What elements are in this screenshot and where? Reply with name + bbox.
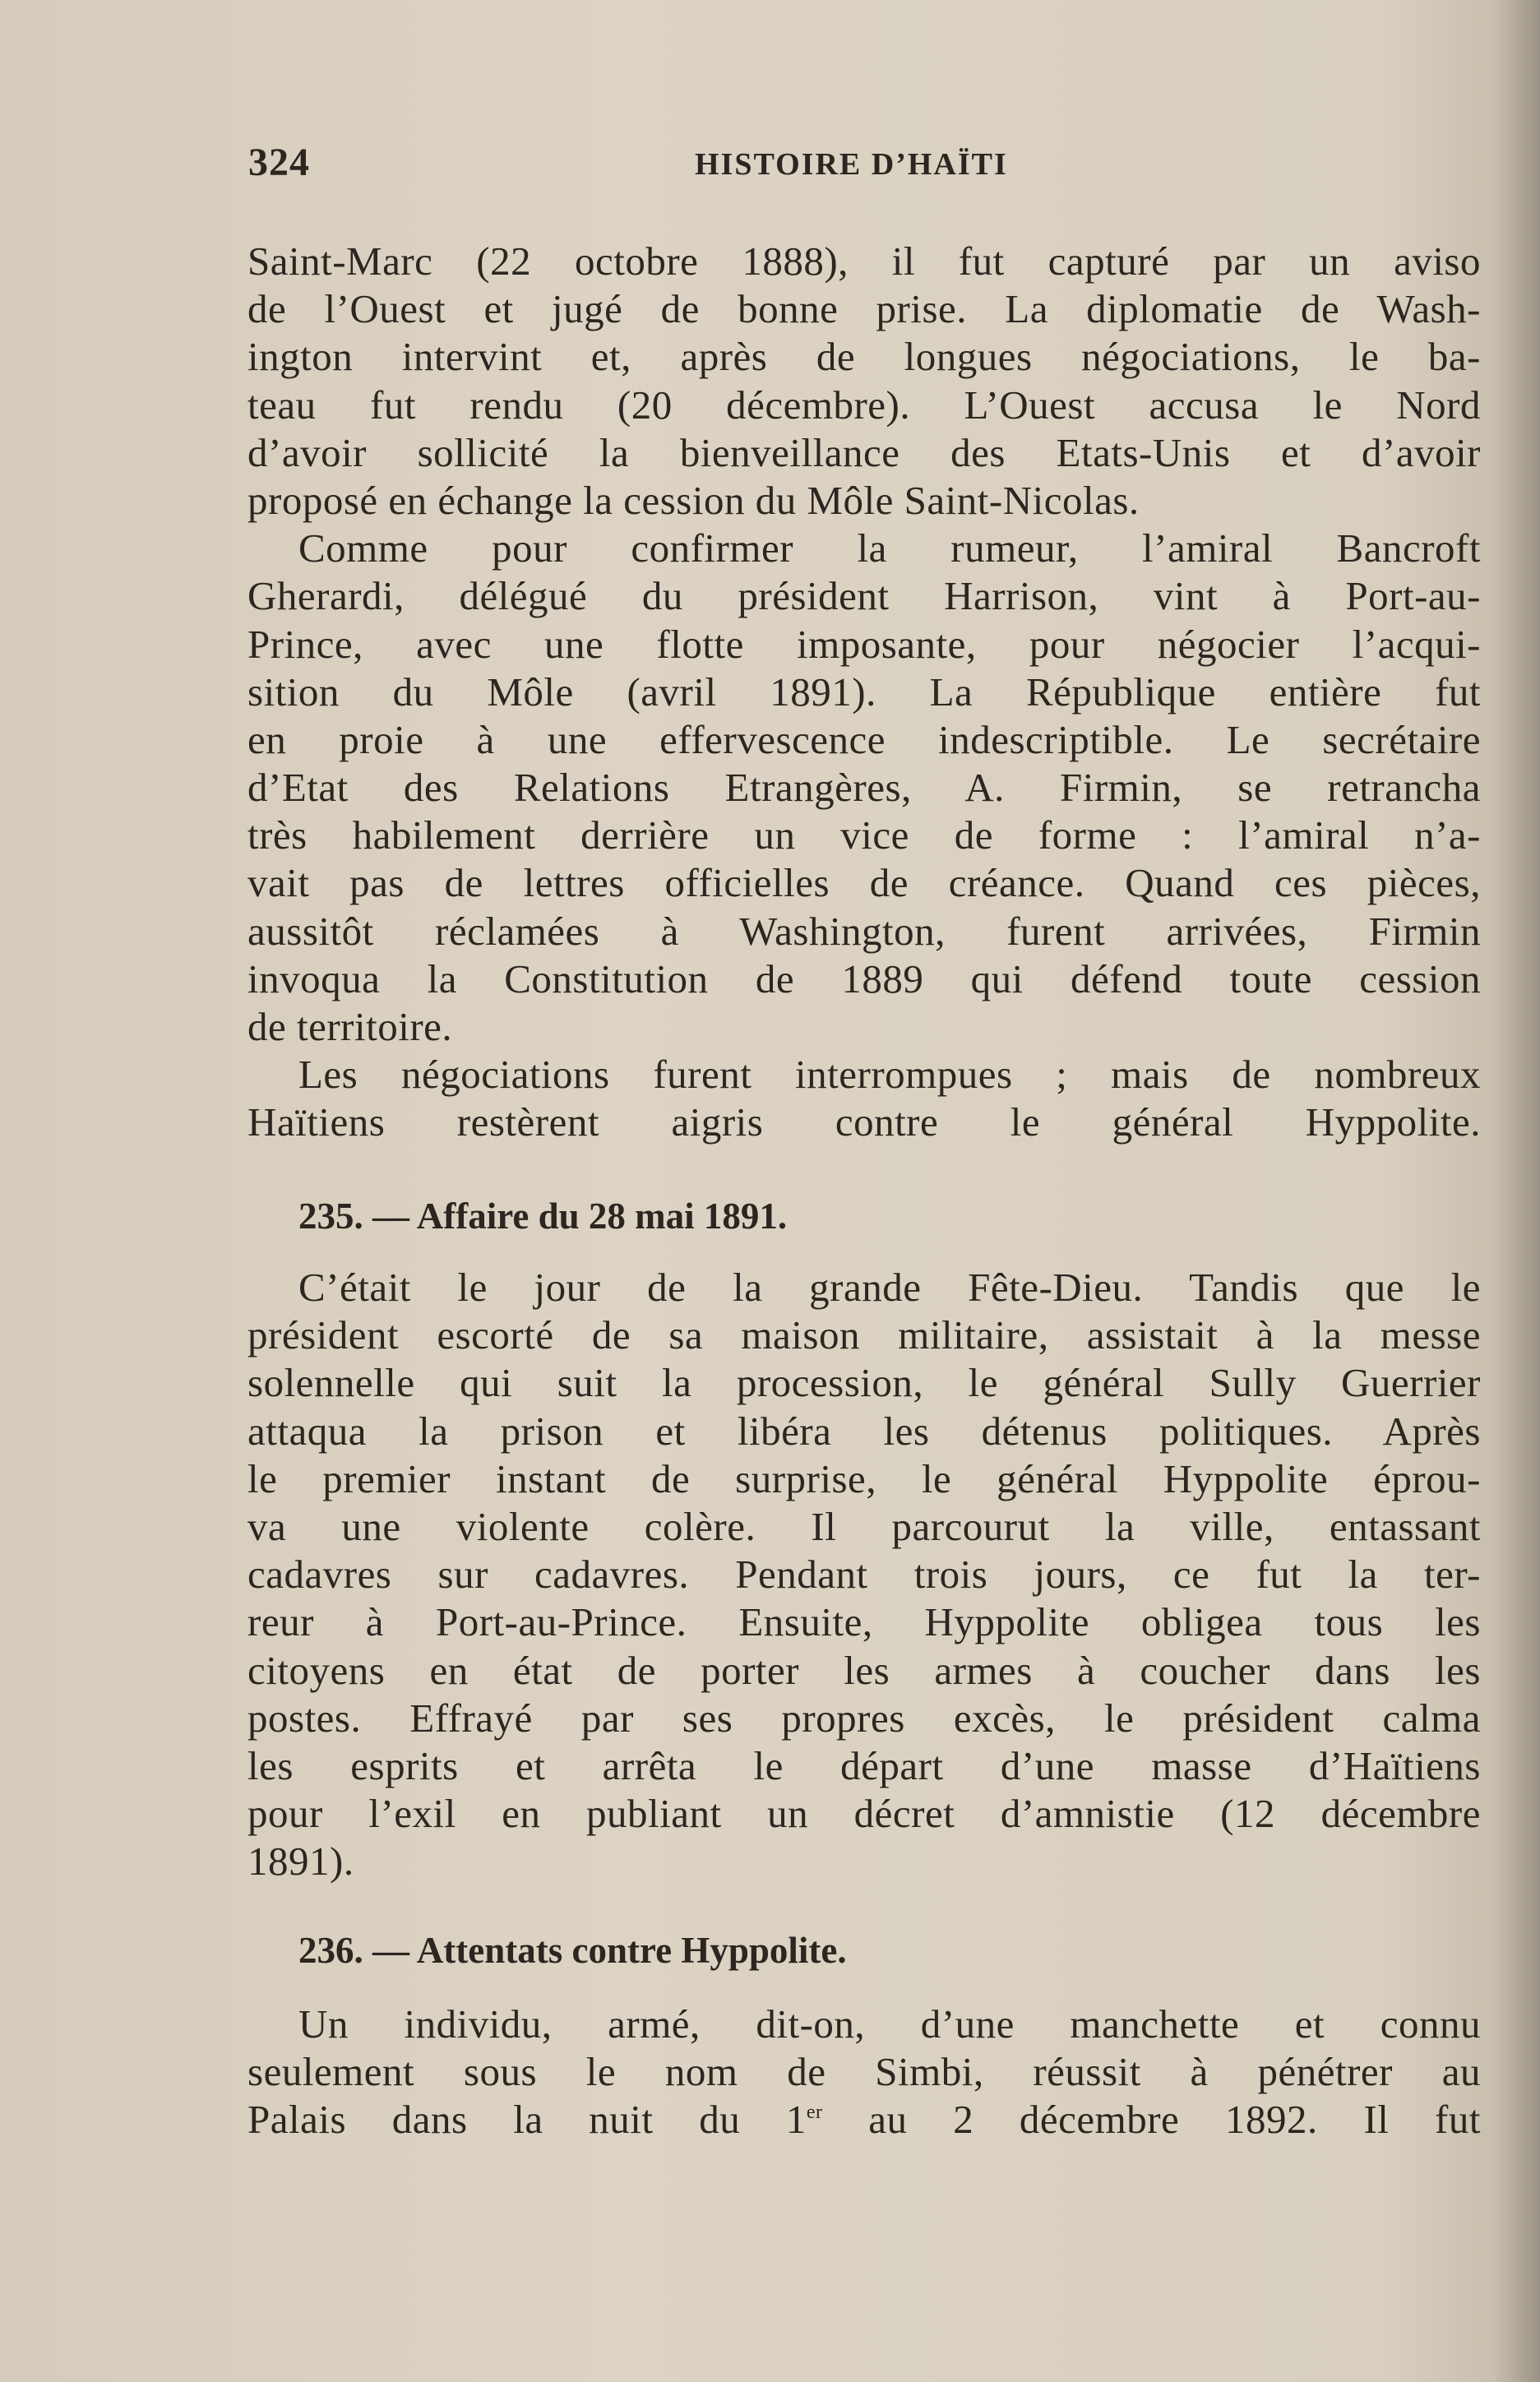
text-line: Les négociations furent interrompues ; mais de nombreux <box>298 1052 1481 1098</box>
text-line: reur à Port-au-Prince. Ensuite, Hyppolite obligea tous les <box>247 1599 1481 1645</box>
text-line: citoyens en état de porter les armes à coucher dans les <box>247 1647 1481 1693</box>
text-line: ington intervint et, après de longues négociations, le ba- <box>247 334 1481 380</box>
body-text-top <box>247 238 1481 1147</box>
text-line: 1891). <box>247 1839 354 1885</box>
running-title: HISTOIRE D’HAÏTI <box>695 147 1008 182</box>
text-line: invoqua la Constitution de 1889 qui défend toute cession <box>247 955 1481 1001</box>
text-line: Prince, avec une flotte imposante, pour négocier l’acqui- <box>247 621 1481 667</box>
text-line: attaqua la prison et libéra les détenus politiques. Après <box>247 1408 1481 1454</box>
text-line: vait pas de lettres officielles de créance. Quand ces pièces, <box>247 860 1481 906</box>
text-line: en proie à une effervescence indescriptible. Le secrétaire <box>247 716 1481 762</box>
text-line: solennelle qui suit la procession, le général Sully Guerrier <box>247 1360 1481 1406</box>
page-number: 324 <box>248 141 310 184</box>
text-line: Comme pour confirmer la rumeur, l’amiral Bancroft <box>298 525 1481 571</box>
text-line: proposé en échange la cession du Môle Saint-Nicolas. <box>247 477 1140 523</box>
text-line: d’Etat des Relations Etrangères, A. Firmin, se retrancha <box>247 765 1481 811</box>
superscript: er <box>806 2102 823 2124</box>
text-line: C’était le jour de la grande Fête-Dieu. Tandis que le <box>298 1265 1481 1310</box>
text-line: seulement sous le nom de Simbi, réussit à pénétrer au <box>247 2049 1481 2095</box>
text-fragment: au 2 décembre 1892. Il fut <box>822 2097 1481 2143</box>
text-line: cadavres sur cadavres. Pendant trois jours, ce fut la ter- <box>247 1552 1481 1598</box>
section-235-body <box>247 1264 1481 1885</box>
text-line: Haïtiens restèrent aigris contre le général Hyppolite. <box>247 1099 1481 1145</box>
text-line: président escorté de sa maison militaire, assistait à la messe <box>247 1312 1481 1358</box>
section-heading-235: 235. — Affaire du 28 mai 1891. <box>298 1196 788 1237</box>
text-line: Gherardi, délégué du président Harrison, vint à Port-au- <box>247 573 1481 619</box>
section-236-body <box>247 2000 1481 2144</box>
text-line: les esprits et arrêta le départ d’une masse d’Haïtiens <box>247 1742 1481 1788</box>
text-line: Saint-Marc (22 octobre 1888), il fut capturé par un aviso <box>247 238 1481 284</box>
text-line: pour l’exil en publiant un décret d’amnistie (12 décembre <box>247 1791 1481 1837</box>
text-line: postes. Effrayé par ses propres excès, le président calma <box>247 1695 1481 1741</box>
section-heading-236: 236. — Attentats contre Hyppolite. <box>298 1930 847 1971</box>
text-line: sition du Môle (avril 1891). La République entière fut <box>247 668 1481 715</box>
text-line: très habilement derrière un vice de forme : l’amiral n’a- <box>247 812 1481 858</box>
text-line: d’avoir sollicité la bienveillance des Etats-Unis et d’avoir <box>247 429 1481 475</box>
text-line: teau fut rendu (20 décembre). L’Ouest accusa le Nord <box>247 382 1481 428</box>
text-line: de l’Ouest et jugé de bonne prise. La diplomatie de Wash- <box>247 286 1481 332</box>
text-line: Un individu, armé, dit-on, d’une manchette et connu <box>298 2001 1481 2047</box>
text-line: de territoire. <box>247 1004 453 1049</box>
text-line: le premier instant de surprise, le général Hyppolite éprou- <box>247 1455 1481 1501</box>
text-line: va une violente colère. Il parcourut la ville, entassant <box>247 1503 1481 1549</box>
text-fragment: Palais dans la nuit du 1 <box>247 2097 807 2143</box>
text-line <box>247 2096 1481 2144</box>
text-line: aussitôt réclamées à Washington, furent arrivées, Firmin <box>247 908 1481 954</box>
